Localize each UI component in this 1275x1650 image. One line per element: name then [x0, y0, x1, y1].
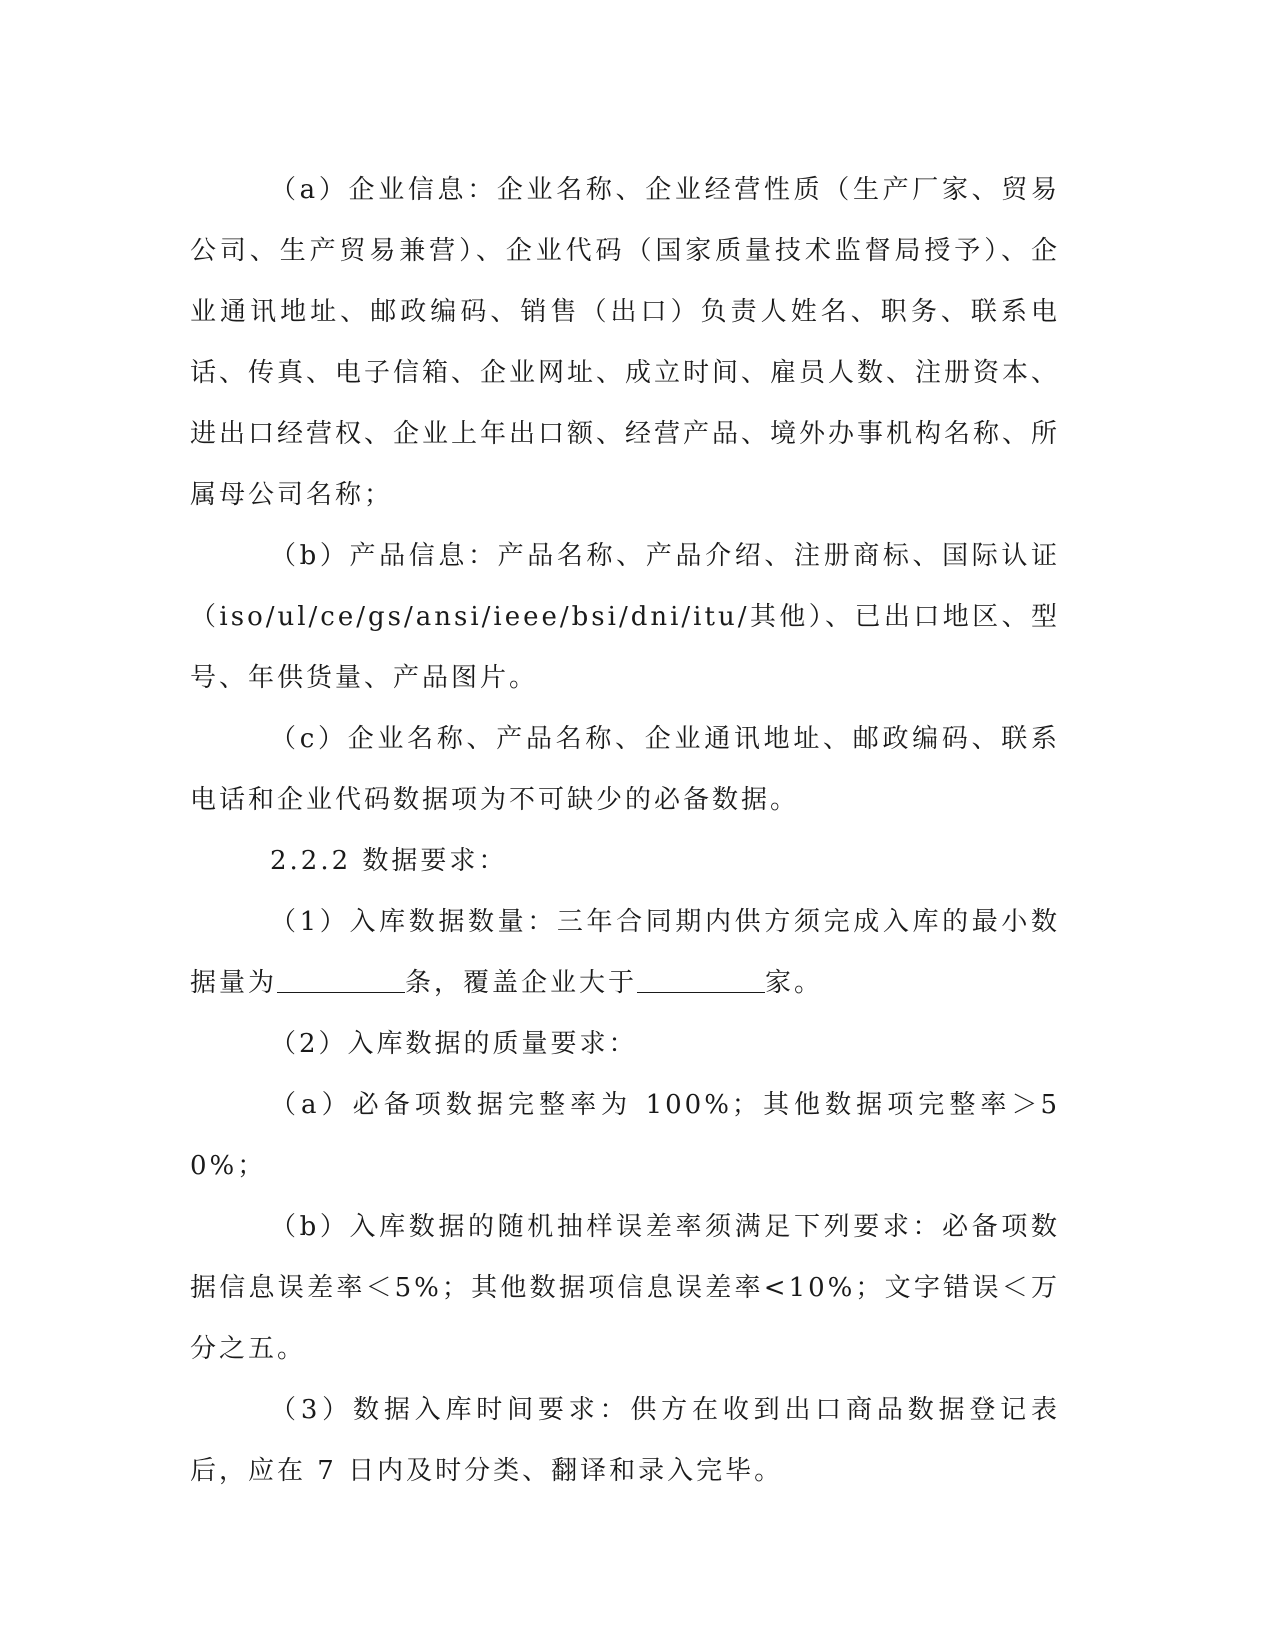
blank-fill-line-records: [277, 966, 405, 993]
data-quantity-text-2: 条，覆盖企业大于: [405, 968, 638, 998]
paragraph-completeness-rate: （a）必备项数据完整率为 100%；其他数据项完整率＞50%；: [190, 1090, 1060, 1181]
paragraph-enterprise-info: （a）企业信息：企业名称、企业经营性质（生产厂家、贸易公司、生产贸易兼营）、企业代码（国家质量技术监督局授予）、企业通讯地址、邮政编码、销售（出口）负责人姓名、职务、联系电话、传真、电子信箱、企业网址、成立时间、雇员人数、注册资本、进出口经营权、企业上年出口额、经营产品、境外办事机构名称、所属母公司名称；: [190, 175, 1061, 510]
paragraph-product-info: （b）产品信息：产品名称、产品介绍、注册商标、国际认证（iso/ul/ce/gs/ansi/ieee/bsi/dni/itu/其他）、已出口地区、型号、年供货量、产品图片。: [190, 541, 1060, 693]
document-body: [190, 160, 1060, 1502]
paragraph-required-data: （c）企业名称、产品名称、企业通讯地址、邮政编码、联系电话和企业代码数据项为不可缺少的必备数据。: [190, 724, 1060, 815]
paragraph-error-rate: （b）入库数据的随机抽样误差率须满足下列要求：必备项数据信息误差率＜5%；其他数据项信息误差率<10%；文字错误＜万分之五。: [190, 1212, 1060, 1364]
paragraph-data-quantity: [190, 892, 1060, 1014]
paragraph-entry-time: （3）数据入库时间要求：供方在收到出口商品数据登记表后，应在 7 日内及时分类、翻译和录入完毕。: [190, 1395, 1060, 1486]
blank-fill-line-enterprises: [637, 966, 765, 993]
data-quantity-text-3: 家。: [765, 968, 824, 998]
data-quantity-text-1: （1）入库数据数量：三年合同期内供方须完成入库的最小数据量为: [190, 907, 1060, 998]
paragraph-quality-requirements: （2）入库数据的质量要求：: [270, 1029, 638, 1059]
section-heading-data-requirements: 2.2.2 数据要求：: [270, 846, 508, 876]
